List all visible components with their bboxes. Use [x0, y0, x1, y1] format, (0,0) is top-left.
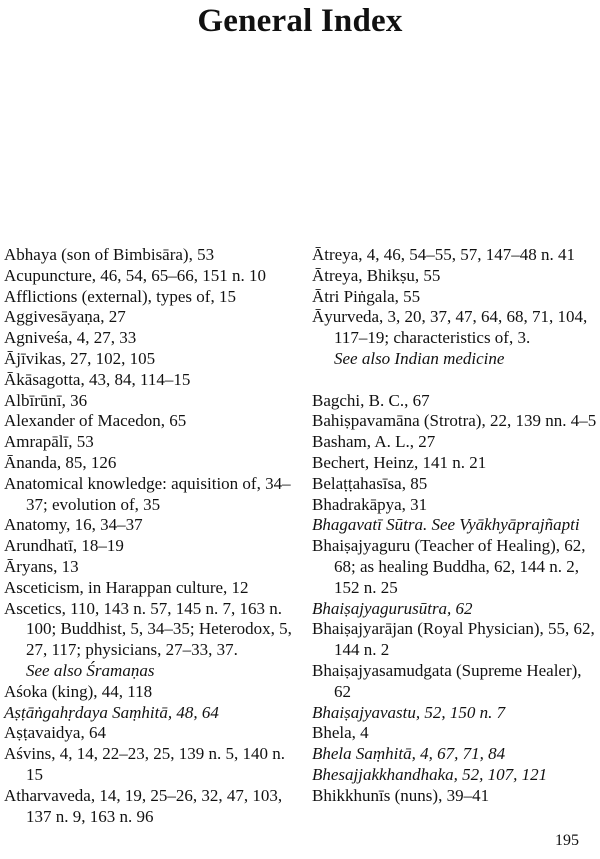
index-entry: Anatomical knowledge: aquisition of, 34–37; evolution of, 35 [4, 473, 291, 514]
index-entry: Bhikkhunīs (nuns), 39–41 [312, 785, 490, 805]
index-entry: Belaṭṭahasīsa, 85 [312, 473, 428, 493]
index-entry: Arundhatī, 18–19 [4, 536, 124, 556]
index-entry: Afflictions (external), types of, 15 [4, 286, 236, 306]
index-entry: Ākāsagotta, 43, 84, 114–15 [4, 369, 191, 389]
index-entry: Ātri Piṅgala, 55 [312, 286, 421, 306]
index-entry: Bhadrakāpya, 31 [312, 494, 428, 514]
index-entry: Ascetics, 110, 143 n. 57, 145 n. 7, 163 n. 100; Buddhist, 5, 34–35; Heterodox, 5, 27, 117; physicians, 27–33, 37. [4, 598, 292, 660]
index-entry: Ātreya, 4, 46, 54–55, 57, 147–48 n. 41 [312, 245, 576, 264]
index-entry: Bagchi, B. C., 67 [312, 390, 430, 410]
page-title: General Index [197, 3, 403, 39]
index-entry: Aggivesāyaṇa, 27 [4, 307, 126, 327]
section-gap [312, 370, 597, 391]
index-entry: Bechert, Heinz, 141 n. 21 [312, 452, 487, 472]
index-entry: Aśoka (king), 44, 118 [4, 681, 153, 701]
index-entry: Ātreya, Bhikṣu, 55 [312, 265, 441, 285]
index-entry: Bhaiṣajyavastu, 52, 150 n. 7 [312, 702, 506, 722]
index-left-column [4, 245, 294, 827]
index-right-column [312, 245, 597, 807]
index-entry: Aśvins, 4, 14, 22–23, 25, 139 n. 5, 140 n. 15 [4, 744, 285, 784]
index-entry: Abhaya (son of Bimbisāra), 53 [4, 245, 215, 264]
index-entry: Acupuncture, 46, 54, 65–66, 151 n. 10 [4, 265, 267, 285]
index-entry: Aṣṭāṅgahṛdaya Saṃhitā, 48, 64 [4, 702, 219, 722]
index-entry: Alexander of Macedon, 65 [4, 411, 187, 431]
index-entry: Bhaiṣajyagurusūtra, 62 [312, 598, 473, 618]
index-entry: Albīrūnī, 36 [4, 390, 88, 410]
index-entry: Āyurveda, 3, 20, 37, 47, 64, 68, 71, 104, 117–19; characteristics of, 3. [312, 307, 588, 348]
index-entry: Anatomy, 16, 34–37 [4, 515, 143, 535]
index-entry: Bhela, 4 [312, 723, 369, 743]
index-see-also: See also Śramaṇas [26, 660, 155, 680]
index-entry: Bahiṣpavamāna (Strotra), 22, 139 nn. 4–5 [312, 411, 597, 431]
index-entry: Atharvaveda, 14, 19, 25–26, 32, 47, 103, 137 n. 9, 163 n. 96 [4, 785, 283, 826]
index-entry: Basham, A. L., 27 [312, 432, 436, 452]
index-entry: Bhela Saṃhitā, 4, 67, 71, 84 [312, 744, 506, 764]
index-entry: Ājīvikas, 27, 102, 105 [4, 348, 156, 368]
index-see-also: See also Indian medicine [334, 348, 505, 368]
index-entry: Ānanda, 85, 126 [4, 452, 117, 472]
index-entry: Aṣṭavaidya, 64 [4, 723, 106, 743]
index-entry: Bhaiṣajyarājan (Royal Physician), 55, 62, 144 n. 2 [312, 619, 595, 660]
index-entry: Āryans, 13 [4, 556, 79, 576]
index-entry: Agniveśa, 4, 27, 33 [4, 328, 137, 348]
index-entry: Asceticism, in Harappan culture, 12 [4, 577, 249, 597]
index-entry: Bhaiṣajyaguru (Teacher of Healing), 62, 68; as healing Buddha, 62, 144 n. 2, 152 n. 25 [312, 536, 586, 597]
index-entry: Bhagavatī Sūtra. See Vyākhyāprajñapti [312, 515, 580, 535]
index-entry: Bhesajjakkhandhaka, 52, 107, 121 [312, 764, 548, 784]
index-entry: Amrapālī, 53 [4, 432, 94, 452]
page-number: 195 [555, 832, 579, 849]
index-entry: Bhaiṣajyasamudgata (Supreme Healer), 62 [312, 660, 582, 701]
